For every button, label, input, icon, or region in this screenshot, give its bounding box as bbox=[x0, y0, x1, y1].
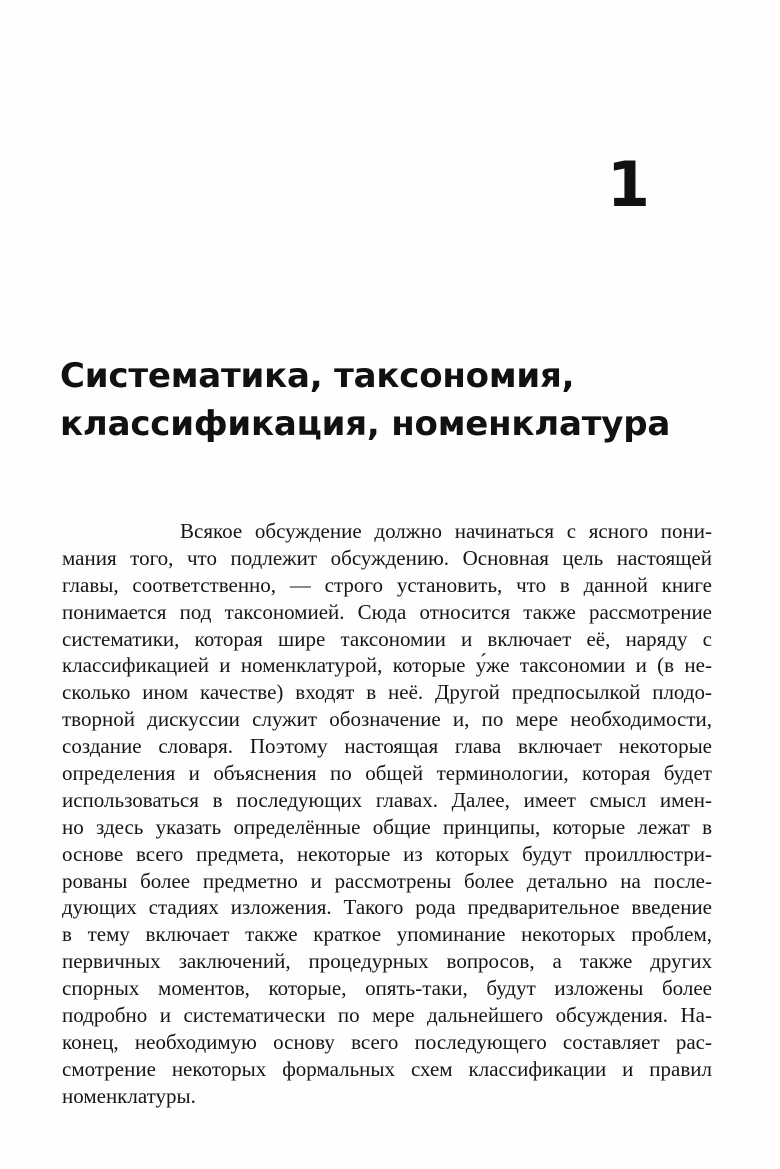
paragraph-line: спорных моментов, которые, опять-таки, будут изложены более bbox=[62, 976, 712, 1001]
paragraph-line: но здесь указать определённые общие принципы, которые лежат в bbox=[62, 814, 712, 839]
paragraph-line: рованы более предметно и рассмотрены более детально на после- bbox=[62, 868, 712, 893]
chapter-title bbox=[60, 352, 700, 448]
body-paragraph bbox=[62, 518, 712, 1110]
paragraph-line: конец, необходимую основу всего последующего составляет рас- bbox=[62, 1029, 712, 1054]
paragraph-line: понимается под таксономией. Сюда относится также рассмотрение bbox=[62, 599, 712, 624]
paragraph-line: смотрение некоторых формальных схем классификации и правил bbox=[62, 1056, 712, 1081]
paragraph-line: в тему включает также краткое упоминание некоторых проблем, bbox=[62, 922, 712, 947]
chapter-title-line-2: классификация, номенклатура bbox=[60, 404, 671, 444]
paragraph-line: классификацией и номенклатурой, которые у́же таксономии и (в не- bbox=[62, 653, 712, 678]
paragraph-line: главы, соответственно, — строго установить, что в данной книге bbox=[62, 572, 712, 597]
paragraph-line: создание словаря. Поэтому настоящая глава включает некоторые bbox=[62, 734, 712, 759]
paragraph-line: мания того, что подлежит обсуждению. Основная цель настоящей bbox=[62, 545, 712, 570]
paragraph-line: сколько ином качестве) входят в неё. Другой предпосылкой плодо- bbox=[62, 680, 712, 705]
paragraph-line: номенклатуры. bbox=[62, 1083, 196, 1108]
paragraph-line: дующих стадиях изложения. Такого рода предварительное введение bbox=[62, 895, 712, 920]
paragraph-line: подробно и систематически по мере дальнейшего обсуждения. На- bbox=[62, 1003, 712, 1028]
paragraph-line: первичных заключений, процедурных вопросов, а также других bbox=[62, 949, 712, 974]
paragraph-line: творной дискуссии служит обозначение и, по мере необходимости, bbox=[62, 707, 712, 732]
paragraph-line: основе всего предмета, некоторые из которых будут проиллюстри- bbox=[62, 841, 712, 866]
paragraph-line: использоваться в последующих главах. Далее, имеет смысл имен- bbox=[62, 787, 712, 812]
paragraph-line: Всякое обсуждение должно начинаться с ясного пони- bbox=[180, 519, 712, 543]
chapter-title-line-1: Систематика, таксономия, bbox=[60, 356, 575, 396]
paragraph-line: определения и объяснения по общей терминологии, которая будет bbox=[62, 761, 712, 786]
paragraph-line: систематики, которая шире таксономии и включает её, наряду с bbox=[62, 626, 712, 651]
chapter-number: 1 bbox=[606, 148, 650, 221]
